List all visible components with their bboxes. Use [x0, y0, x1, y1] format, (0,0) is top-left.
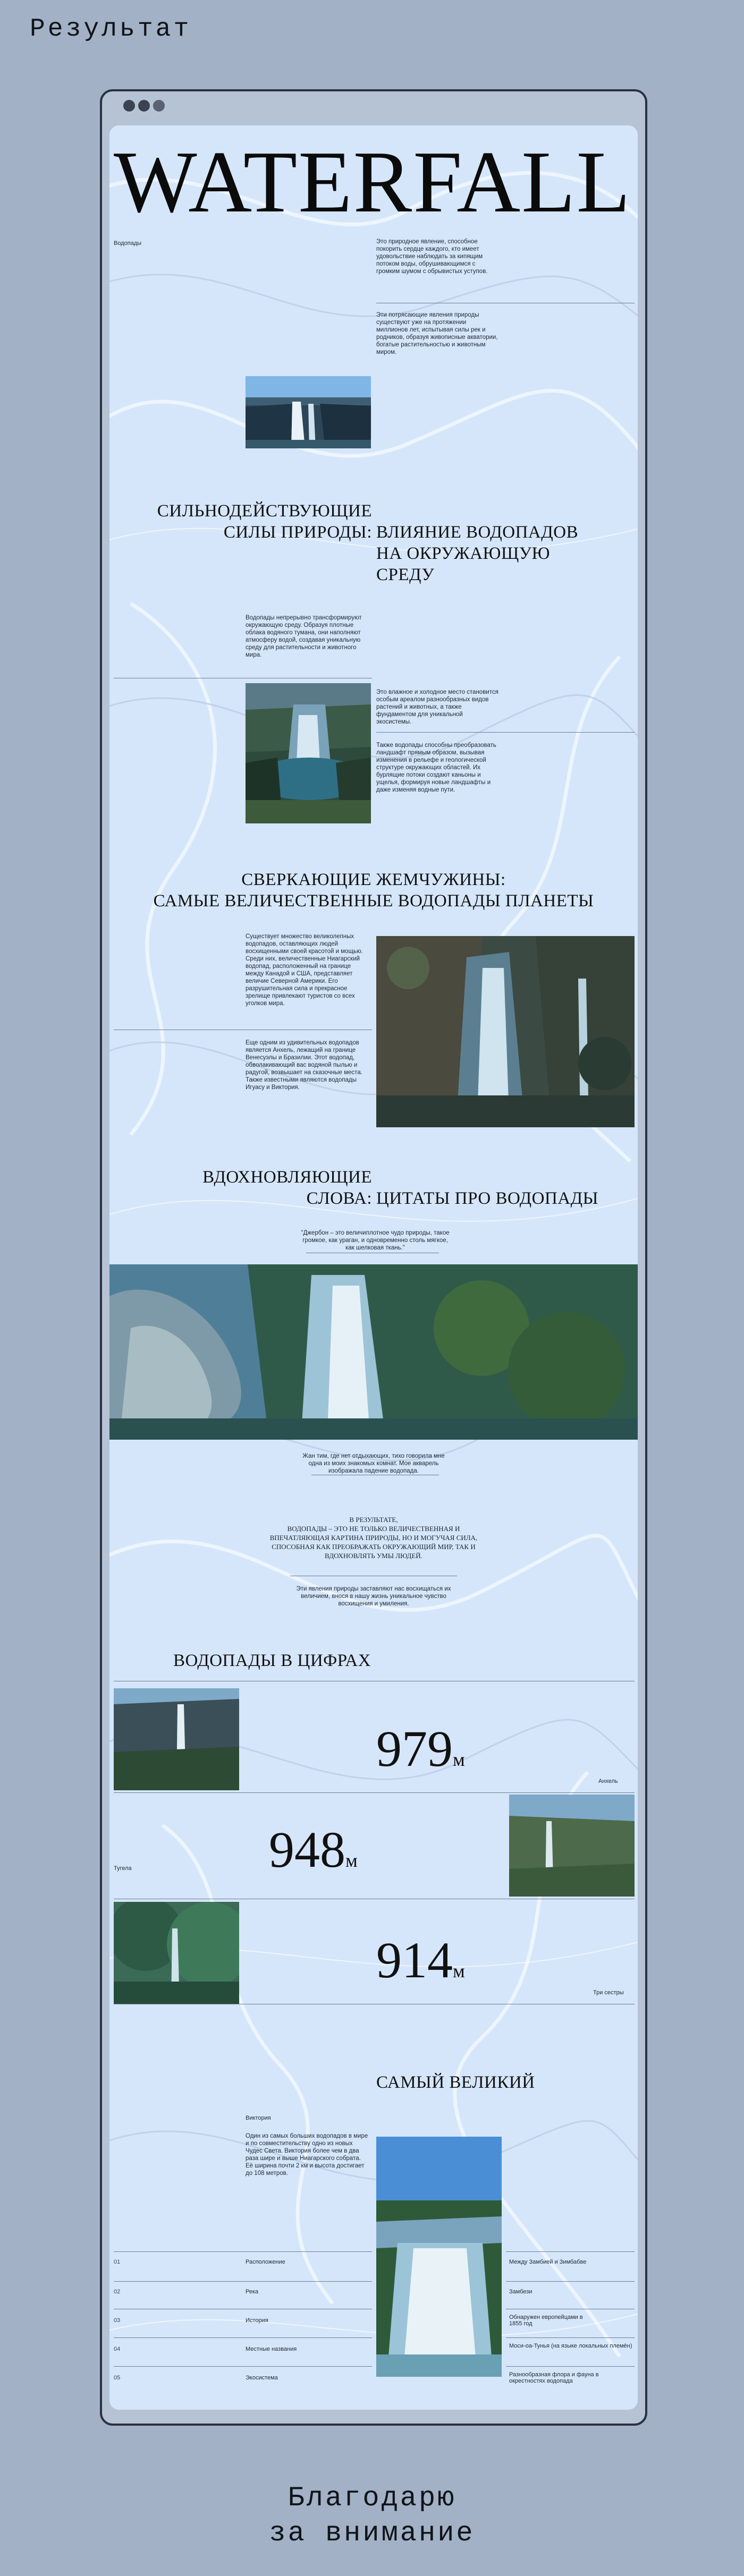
section3-title-left: [109, 1167, 372, 1209]
numbers-title: ВОДОПАДЫ В ЦИФРАХ: [173, 1651, 371, 1670]
title-line: ВЛИЯНИЕ ВОДОПАДОВ: [376, 523, 579, 542]
section2-title: [109, 869, 638, 912]
conclusion-line: ВДОХНОВЛЯТЬ УМЫ ЛЮДЕЙ.: [325, 1552, 422, 1560]
divider: [114, 2337, 372, 2338]
divider: [506, 2281, 635, 2282]
conclusion-line: ВОДОПАДЫ – ЭТО НЕ ТОЛЬКО ВЕЛИЧЕСТВЕННАЯ И: [287, 1525, 460, 1533]
hero-text-1: Это природное явление, способное покорить сердце каждого, кто имеет удовольствие наблюдать за кипящим потоком воды, обрушивающимся с громким шумом с обрывистых уступов.: [376, 239, 488, 275]
tugela-falls-photo: [509, 1795, 635, 1897]
table-row-number: 04: [114, 2346, 121, 2352]
number-value: 914: [376, 1932, 453, 1988]
table-row-value: Обнаружен европейцами в 1855 год: [509, 2314, 583, 2327]
waterfall-photo-wide: [109, 1264, 638, 1440]
number-value: 979: [376, 1720, 453, 1777]
window-dot-icon[interactable]: [123, 100, 135, 112]
table-row-label: История: [246, 2317, 268, 2324]
conclusion: [216, 1515, 531, 1560]
caption-result: Результат: [30, 15, 192, 44]
number-1-name: Анхель: [598, 1778, 618, 1784]
number-unit: м: [345, 1850, 358, 1871]
section2-text-1: Существует множество великолепных водопадов, оставляющих людей восхищенными своей красотой и мощью. Среди них, величественные Ниагарский водопад, расположенный на границе между Канадой и США, представляет величие Северной Америки. Его разрушительная сила и прекрасное зрелище привлекают туристов со всех уголков мира.: [246, 933, 363, 1007]
number-2: [269, 1823, 358, 1887]
number-3-name: Три сестры: [593, 1990, 624, 1996]
title-line: СИЛЫ ПРИРОДЫ:: [223, 523, 372, 542]
number-1: [376, 1722, 465, 1786]
hero-text-2: Эти потрясающие явления природы существуют уже на протяжении миллионов лет, испытывая силы рек и родников, образуя живописные акватории, богатые растительностью и животным миром.: [376, 312, 498, 355]
conclusion-line: ВПЕЧАТЛЯЮЩАЯ КАРТИНА ПРИРОДЫ, НО И МОГУЧАЯ СИЛА,: [269, 1534, 478, 1542]
table-row-number: 01: [114, 2259, 121, 2265]
divider: [114, 1792, 635, 1793]
thanks-line: за внимание: [269, 2518, 475, 2549]
section1-text-1: Водопады непрерывно трансформируют окружающую среду. Образуя плотные облака водяного тумана, они наполняют атмосферу водой, создавая уникальную среду для растительности и животного мира.: [246, 615, 362, 658]
title-line: СРЕДУ: [376, 565, 435, 584]
number-2-name: Тугела: [114, 1865, 132, 1872]
table-row-value: Между Замбией и Зимбабве: [509, 2259, 587, 2265]
waterfall-photo-3: [376, 936, 635, 1127]
window-dot-icon[interactable]: [153, 100, 165, 112]
thanks-line: Благодарю: [288, 2483, 456, 2514]
angel-falls-photo: [114, 1688, 239, 1790]
greatest-text: Один из самых больших водопадов в мире и по совместительству одно из новых Чудес Света. Виктория более чем в два раза шире и выше Ниагарского собрата. Её ширина почти 2 км и высота достигает до 108 метров.: [246, 2133, 368, 2177]
hero-title: WATERFALL: [114, 133, 631, 231]
divider: [114, 2366, 372, 2367]
thanks-caption: [0, 2481, 744, 2551]
title-line: САМЫЕ ВЕЛИЧЕСТВЕННЫЕ ВОДОПАДЫ ПЛАНЕТЫ: [153, 891, 594, 911]
section2-text-2: Еще одним из удивительных водопадов является Анхель, лежащий на границе Венесуэлы и Бразилии. Этот водопад, обволакивающий вас водяной пылью и радугой, возвышает на сказочные места. Также известными являются водопады Игуасу и Виктория.: [246, 1040, 362, 1091]
table-row-label: Экосистема: [246, 2375, 278, 2381]
quote-2: Жан тим, где нет отдыхающих, тихо говорила мне одна из моих знакомых комнат. Мое акварель изображала падение водопада.: [302, 1453, 445, 1474]
number-unit: м: [453, 1749, 465, 1770]
three-sisters-photo: [114, 1902, 239, 2004]
hero-label: Водопады: [114, 240, 142, 246]
section3-title-right: ЦИТАТЫ ПРО ВОДОПАДЫ: [376, 1189, 598, 1208]
conclusion-line: В РЕЗУЛЬТАТЕ,: [349, 1516, 398, 1524]
section1-title-right: [376, 522, 578, 585]
table-row-label: Расположение: [246, 2259, 285, 2265]
waterfall-photo-1: [246, 376, 371, 448]
title-line: СИЛЬНОДЕЙСТВУЮЩИЕ: [157, 501, 372, 521]
waterfall-photo-2: [246, 683, 371, 823]
table-row-label: Река: [246, 2289, 259, 2295]
table-row-value: Моси-оа-Тунья (на языке локальных племён): [509, 2343, 632, 2349]
greatest-name: Виктория: [246, 2115, 271, 2121]
divider: [114, 2281, 372, 2282]
number-unit: м: [453, 1960, 465, 1982]
window-dot-icon[interactable]: [138, 100, 150, 112]
table-row-number: 02: [114, 2289, 121, 2295]
website-page[interactable]: [109, 125, 638, 2410]
number-3: [376, 1934, 465, 1997]
number-value: 948: [269, 1821, 345, 1878]
browser-window: [100, 89, 647, 2426]
table-row-number: 03: [114, 2317, 121, 2324]
quote-1: "Джербон – это величиплотное чудо природы, такое громкое, как ураган, и одновременно столь мягкое, как шелковая ткань.": [301, 1230, 450, 1251]
conclusion-line: СПОСОБНАЯ КАК ПРЕОБРАЖАТЬ ОКРУЖАЮЩИЙ МИР, ТАК И: [272, 1543, 476, 1551]
divider: [506, 2366, 635, 2367]
section1-title-left: [109, 500, 372, 543]
victoria-falls-photo: [376, 2137, 502, 2377]
table-row-value: Замбези: [509, 2289, 532, 2295]
section1-text-3: Также водопады способны преобразовать ландшафт прямым образом, вызывая изменения в рельефе и геологической структуре окружающих областей. Их бурлящие потоки создают каньоны и ущелья, формируя новые ландшафты и даже изменяя водные пути.: [376, 742, 496, 793]
divider: [506, 2337, 635, 2338]
table-row-value: Разнообразная флора и фауна в окрестностях водопада: [509, 2371, 599, 2384]
greatest-title: САМЫЙ ВЕЛИКИЙ: [376, 2073, 535, 2092]
title-line: НА ОКРУЖАЮЩУЮ: [376, 544, 551, 563]
title-line: СВЕРКАЮЩИЕ ЖЕМЧУЖИНЫ:: [241, 870, 506, 889]
section1-text-2: Это влажное и холодное место становится особым ареалом разнообразных видов растений и животных, а также фундаментом для уникальной экосистемы.: [376, 689, 498, 725]
divider: [114, 2251, 372, 2252]
title-line: ВДОХНОВЛЯЮЩИЕ: [202, 1168, 372, 1187]
divider: [506, 2251, 635, 2252]
closing-text: Эти явления природы заставляют нас восхищаться их величием, внося в нашу жизнь уникальное чувство восхищения и умиления.: [296, 1586, 451, 1607]
table-row-label: Местные названия: [246, 2346, 297, 2352]
title-line: СЛОВА:: [306, 1189, 372, 1208]
table-row-number: 05: [114, 2375, 121, 2381]
divider: [376, 732, 635, 733]
